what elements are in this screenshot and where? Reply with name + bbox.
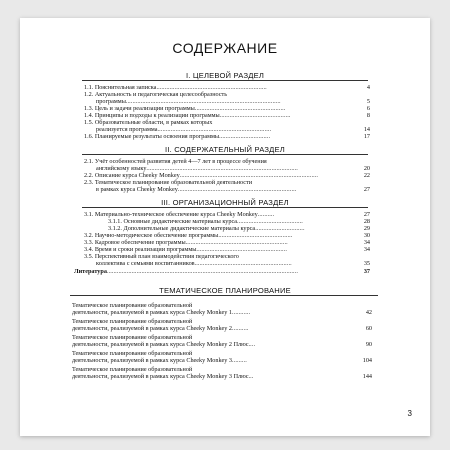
toc-entry: Тематическое планирование образовательной: [72, 318, 193, 325]
toc-entry: английскому языку............................................................................................: [96, 165, 298, 172]
toc-page: 42: [365, 309, 372, 316]
toc-entry: деятельности, реализуемой в рамках курса Cheeky Monkey 3 Плюс...: [72, 373, 254, 380]
toc-page: 27: [363, 186, 370, 193]
toc-entry: 3.1. Материально-техническое обеспечение курса Cheeky Monkey..........: [84, 211, 275, 218]
toc-entry: 1.3. Цель и задачи реализации программы.......................................................: [84, 105, 286, 112]
toc-page: 4: [366, 84, 370, 91]
toc-page: 29: [363, 225, 370, 232]
toc-entry: реализуется программа.....................................................................: [96, 126, 272, 133]
section-heading-1: I. ЦЕЛЕВОЙ РАЗДЕЛ: [185, 71, 265, 80]
toc-page: 28: [363, 218, 370, 225]
toc-page: 22: [363, 172, 370, 179]
toc-page: 37: [363, 268, 370, 275]
toc-page: 6: [366, 105, 370, 112]
toc-page: 5: [366, 98, 370, 105]
toc-entry: Тематическое планирование образовательной: [72, 302, 193, 309]
toc-page: 34: [363, 246, 370, 253]
section-heading-2: II. СОДЕРЖАТЕЛЬНЫЙ РАЗДЕЛ: [165, 145, 285, 154]
toc-entry: коллектива с семьями воспитанников...........................................................: [96, 260, 292, 267]
toc-entry: 3.2. Научно-методическое обеспечение программы.............................................: [84, 232, 293, 239]
toc-page: 34: [363, 239, 370, 246]
toc-entry: 2.2. Описание курса Cheeky Monkey....................................................................................: [84, 172, 319, 179]
divider: [70, 295, 378, 296]
toc-page: 20: [363, 165, 370, 172]
toc-entry: деятельности, реализуемой в рамках курса Cheeky Monkey 2..........: [72, 325, 249, 332]
toc-entry: Тематическое планирование образовательной: [72, 350, 193, 357]
toc-entry: программы..............................................................................................: [96, 98, 281, 105]
toc-entry: 3.5. Перспективный план взаимодействия педагогического: [84, 253, 239, 260]
toc-page: 35: [363, 260, 370, 267]
toc-entry: 3.1.1. Основные дидактические материалы курса........................................: [108, 218, 303, 225]
toc-entry: 1.5. Образовательные области, в рамках которых: [84, 119, 213, 126]
page-number: 3: [407, 409, 412, 418]
toc-entry: 1.4. Принципы и подходы к реализации программы...........................................: [84, 112, 291, 119]
toc-entry: Тематическое планирование образовательной: [72, 334, 193, 341]
toc-page: 14: [363, 126, 370, 133]
section-heading-4: ТЕМАТИЧЕСКОЕ ПЛАНИРОВАНИЕ: [159, 286, 291, 295]
toc-entry: 3.1.2. Дополнительные дидактические материалы курса..............................: [108, 225, 305, 232]
page-title: СОДЕРЖАНИЕ: [172, 40, 278, 56]
toc-page: 90: [365, 341, 372, 348]
toc-entry: деятельности, реализуемой в рамках курса Cheeky Monkey 1...........: [72, 309, 251, 316]
section-heading-3: III. ОРГАНИЗАЦИОННЫЙ РАЗДЕЛ: [161, 198, 289, 207]
toc-entry: 2.1. Учёт особенностей развития детей 4—7 лет в процессе обучения: [84, 158, 267, 165]
toc-entry: деятельности, реализуемой в рамках курса Cheeky Monkey 3.........: [72, 357, 247, 364]
toc-entry: 1.1. Пояснительная записка...................................................................: [84, 84, 267, 91]
divider: [82, 154, 368, 155]
divider: [82, 207, 368, 208]
toc-entry: 3.3. Кадровое обеспечение программы..............................................................: [84, 239, 288, 246]
toc-entry: 3.4. Время и сроки реализации программы.......................................................: [84, 246, 287, 253]
toc-page: 8: [366, 112, 370, 119]
toc-page: 144: [362, 373, 372, 380]
divider: [82, 80, 368, 81]
toc-page: 30: [363, 232, 370, 239]
toc-entry: 1.2. Актуальность и педагогическая целесообразность: [84, 91, 228, 98]
toc-page: 60: [365, 325, 372, 332]
toc-entry: деятельности, реализуемой в рамках курса Cheeky Monkey 2 Плюс....: [72, 341, 256, 348]
toc-entry: Тематическое планирование образовательной: [72, 366, 193, 373]
toc-entry: 1.6. Планируемые результаты освоения программы...............................: [84, 133, 271, 140]
toc-entry: в рамках курса Cheeky Monkey........................................................................: [96, 186, 297, 193]
toc-entry: 2.3. Тематическое планирование образовательной деятельности: [84, 179, 253, 186]
toc-entry-literature: Литература....................................................................................................................: [74, 268, 298, 275]
toc-page: 27: [363, 211, 370, 218]
toc-page: 104: [362, 357, 372, 364]
document-page: [20, 18, 430, 436]
toc-page: 17: [363, 133, 370, 140]
